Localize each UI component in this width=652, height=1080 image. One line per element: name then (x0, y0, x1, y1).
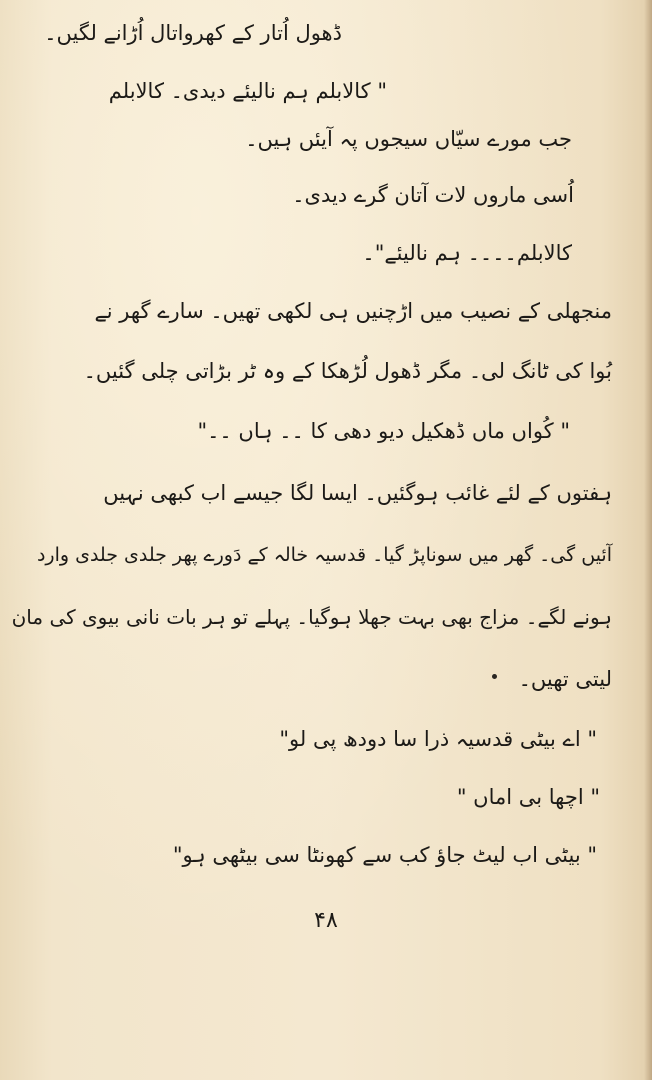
text-line-13: " اے بیٹی قدسیہ ذرا سا دودھ پی لو" (279, 727, 597, 751)
text-line-10: آئیں گی۔ گھر میں سوناپڑ گیا۔ قدسیہ خالہ کے دَورے پھر جلدی جلدی وارد (36, 544, 612, 566)
text-line-5: کالابلم۔۔۔۔ ہم نالیئے"۔ (362, 241, 572, 265)
ink-dot (492, 674, 497, 679)
text-line-8: " کُواں ماں ڈھکیل دیو دھی کا ۔۔ ہاں ۔۔" (197, 419, 570, 443)
text-line-7: بُوا کی ٹانگ لی۔ مگر ڈھول لُڑھکا کے وہ ٹر بڑاتی چلی گئیں۔ (83, 359, 612, 383)
text-line-3: جب مورے سیّاں سیجوں پہ آیئں ہیں۔ (245, 127, 572, 151)
text-line-12: لیتی تھیں۔ (518, 667, 612, 691)
text-line-15: " بیٹی اب لیٹ جاؤ کب سے کھونٹا سی بیٹھی ہو" (172, 843, 597, 867)
text-line-11: ہونے لگے۔ مزاج بھی بہت جھلا ہوگیا۔ پہلے تو ہر بات نانی بیوی کی مان (11, 605, 612, 629)
text-line-4: اُسی ماروں لات آتان گرے دیدی۔ (292, 183, 574, 207)
text-line-14: " اچھا بی اماں " (456, 785, 600, 809)
text-line-9: ہفتوں کے لئے غائب ہوگئیں۔ ایسا لگا جیسے اب کبھی نہیں (103, 481, 612, 505)
text-line-1: ڈھول اُتار کے کھرواتال اُڑانے لگیں۔ (44, 21, 342, 45)
text-line-2: " کالابلم ہم نالیئے دیدی۔ کالابلم (108, 79, 387, 103)
page-number: ۴۸ (314, 908, 338, 933)
text-line-6: منجھلی کے نصیب میں اڑچنیں ہی لکھی تھیں۔ سارے گھر نے (94, 299, 612, 323)
